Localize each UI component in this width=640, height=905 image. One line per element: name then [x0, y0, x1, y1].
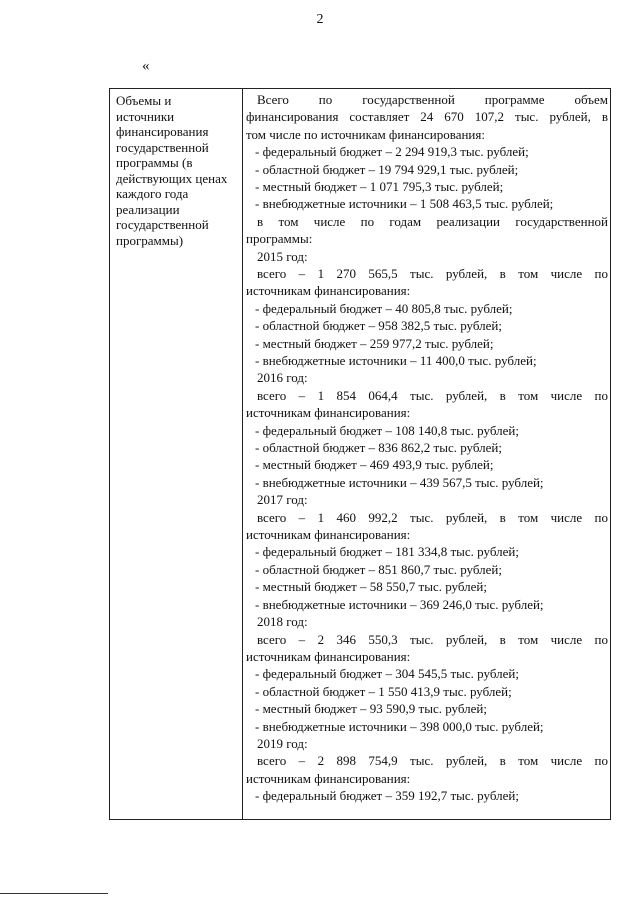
content-line: всего – 1 854 064,4 тыс. рублей, в том числе по [257, 387, 608, 403]
content-line: - местный бюджет – 469 493,9 тыс. рублей; [255, 457, 494, 473]
content-line: - федеральный бюджет – 304 545,5 тыс. рублей; [255, 666, 519, 682]
content-line: - внебюджетные источники – 398 000,0 тыс. рублей; [255, 718, 544, 734]
content-line: - местный бюджет – 259 977,2 тыс. рублей; [255, 335, 494, 351]
header-line: реализации [116, 201, 180, 217]
year-heading: 2016 год: [257, 370, 308, 386]
content-line: источникам финансирования: [246, 770, 411, 786]
header-line: источники [116, 108, 175, 124]
content-line: всего – 1 270 565,5 тыс. рублей, в том числе по [257, 266, 608, 282]
content-line: том числе по источникам финансирования: [246, 126, 485, 142]
content-line: - внебюджетные источники – 1 508 463,5 тыс. рублей; [255, 196, 554, 212]
year-heading: 2018 год: [257, 614, 308, 630]
content-line: - федеральный бюджет – 108 140,8 тыс. рублей; [255, 422, 519, 438]
content-line: в том числе по годам реализации государственной [257, 213, 608, 229]
content-line: всего – 2 346 550,3 тыс. рублей, в том числе по [257, 631, 608, 647]
footnote-rule [0, 893, 108, 894]
content-line: источникам финансирования: [246, 527, 411, 543]
header-line: каждого года [116, 186, 189, 201]
header-line: программы) [116, 232, 184, 248]
content-line: - местный бюджет – 1 071 795,3 тыс. рублей; [255, 179, 504, 194]
content-line: - областной бюджет – 958 382,5 тыс. рублей; [255, 318, 502, 334]
page-number: 2 [316, 12, 324, 27]
header-line: действующих ценах [116, 170, 228, 186]
content-line: - внебюджетные источники – 369 246,0 тыс. рублей; [255, 596, 544, 612]
content-line: - федеральный бюджет – 40 805,8 тыс. рублей; [255, 300, 513, 316]
content-line: - областной бюджет – 851 860,7 тыс. рублей; [255, 561, 502, 577]
content-line: всего – 1 460 992,2 тыс. рублей, в том числе по [257, 509, 608, 525]
column-divider [242, 89, 243, 819]
header-line: программы (в [116, 155, 193, 170]
header-line: государственной [116, 217, 209, 232]
financing-table [109, 88, 611, 820]
content-line: финансирования составляет 24 670 107,2 тыс. рублей, в [246, 109, 608, 125]
table-content-cell [246, 91, 608, 805]
content-line: источникам финансирования: [246, 283, 411, 299]
content-line: - областной бюджет – 1 550 413,9 тыс. рублей; [255, 683, 512, 699]
content-line: - местный бюджет – 58 550,7 тыс. рублей; [255, 579, 488, 595]
content-line: источникам финансирования: [246, 405, 411, 421]
header-line: Объемы и [116, 93, 172, 108]
header-line: финансирования [116, 124, 209, 139]
year-heading: 2019 год: [257, 735, 308, 751]
content-line: - федеральный бюджет – 2 294 919,3 тыс. рублей; [255, 144, 529, 160]
content-line: источникам финансирования: [246, 648, 411, 664]
content-line: - областной бюджет – 19 794 929,1 тыс. рублей; [255, 161, 519, 177]
opening-quote-mark: « [142, 58, 150, 74]
content-line: программы: [246, 231, 313, 247]
content-line: - федеральный бюджет – 359 192,7 тыс. рублей; [255, 788, 519, 804]
content-line: - областной бюджет – 836 862,2 тыс. рублей; [255, 440, 502, 456]
table-header-cell [116, 93, 240, 248]
year-heading: 2017 год: [257, 492, 308, 508]
content-line: - федеральный бюджет – 181 334,8 тыс. рублей; [255, 544, 519, 560]
content-line: Всего по государственной программе объем [257, 92, 608, 107]
year-heading: 2015 год: [257, 248, 308, 264]
content-line: - местный бюджет – 93 590,9 тыс. рублей; [255, 701, 488, 717]
content-line: - внебюджетные источники – 439 567,5 тыс. рублей; [255, 474, 544, 490]
header-line: государственной [116, 139, 209, 155]
content-line: - внебюджетные источники – 11 400,0 тыс. рублей; [255, 353, 537, 369]
content-line: всего – 2 898 754,9 тыс. рублей, в том числе по [257, 753, 608, 769]
